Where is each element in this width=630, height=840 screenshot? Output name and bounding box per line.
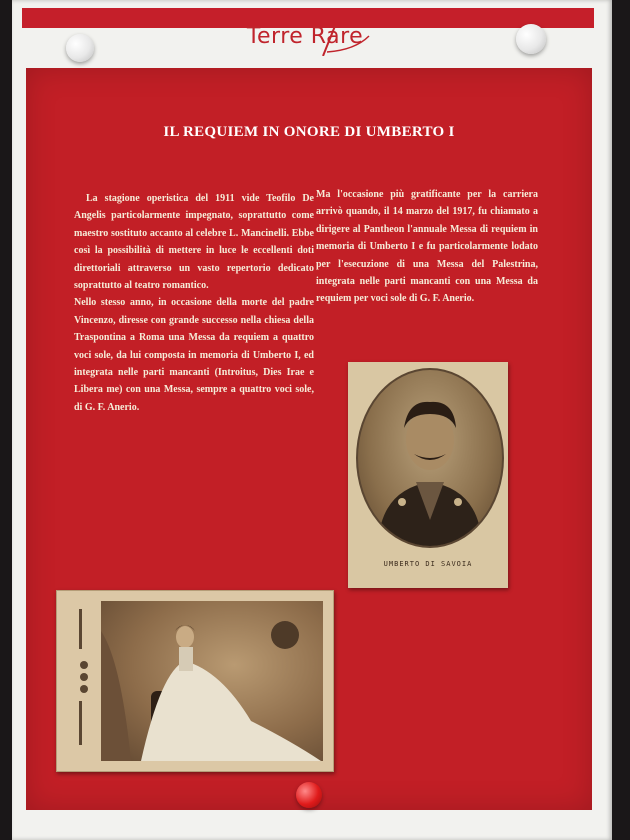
portrait-oval bbox=[356, 368, 504, 548]
right-text-column bbox=[316, 186, 538, 308]
logo bbox=[235, 22, 375, 56]
photo-studio-stamp bbox=[71, 605, 97, 755]
left-text-column bbox=[74, 190, 314, 416]
paragraph-3: Ma l'occasione più gratificante per la carriera arrivò quando, il 14 marzo del 1917, fu chiamato a dirigere al Pantheon l'annuale Messa di requiem in memoria di Umberto I e fu particolarmente lodato per l'esecuzione di una Messa del Palestrina, integrata nelle parti mancanti con una Messa da requiem per voci sole di G. F. Anerio. bbox=[316, 189, 538, 305]
logo-text: Terre Rare bbox=[246, 24, 364, 49]
page-title: IL REQUIEM IN ONORE DI UMBERTO I bbox=[163, 124, 455, 140]
red-panel bbox=[26, 68, 592, 810]
red-pin-icon bbox=[296, 782, 322, 808]
vintage-photo bbox=[56, 590, 334, 772]
photo-scene bbox=[101, 601, 323, 761]
paragraph-2: Nello stesso anno, in occasione della morte del padre Vincenzo, diresse con grande successo nella chiesa della Traspontina a Roma una Messa da requiem a quattro voci sole, da lui composta in memoria di Umberto I, ed integrata nelle parti mancanti (Introitus, Dies Irae e Libera me) con una Messa, sempre a quattro voci sole, di G. F. Anerio. bbox=[74, 297, 314, 413]
portrait-figure bbox=[358, 370, 502, 546]
paragraph-1: La stagione operistica del 1911 vide Teofilo De Angelis particolarmente impegnato, soprattutto come maestro sostituto accanto al celebre L. Mancinelli. Ebbe così la possibilità di mettere in luce le eccellenti doti direttoriali attraverso un vasto repertorio dedicato soprattutto al teatro romantico. bbox=[74, 193, 314, 292]
white-pin-icon bbox=[66, 34, 94, 62]
portrait-photo bbox=[348, 362, 508, 588]
white-pin-icon bbox=[516, 24, 546, 54]
portrait-caption: UMBERTO DI SAVOIA bbox=[383, 560, 473, 568]
